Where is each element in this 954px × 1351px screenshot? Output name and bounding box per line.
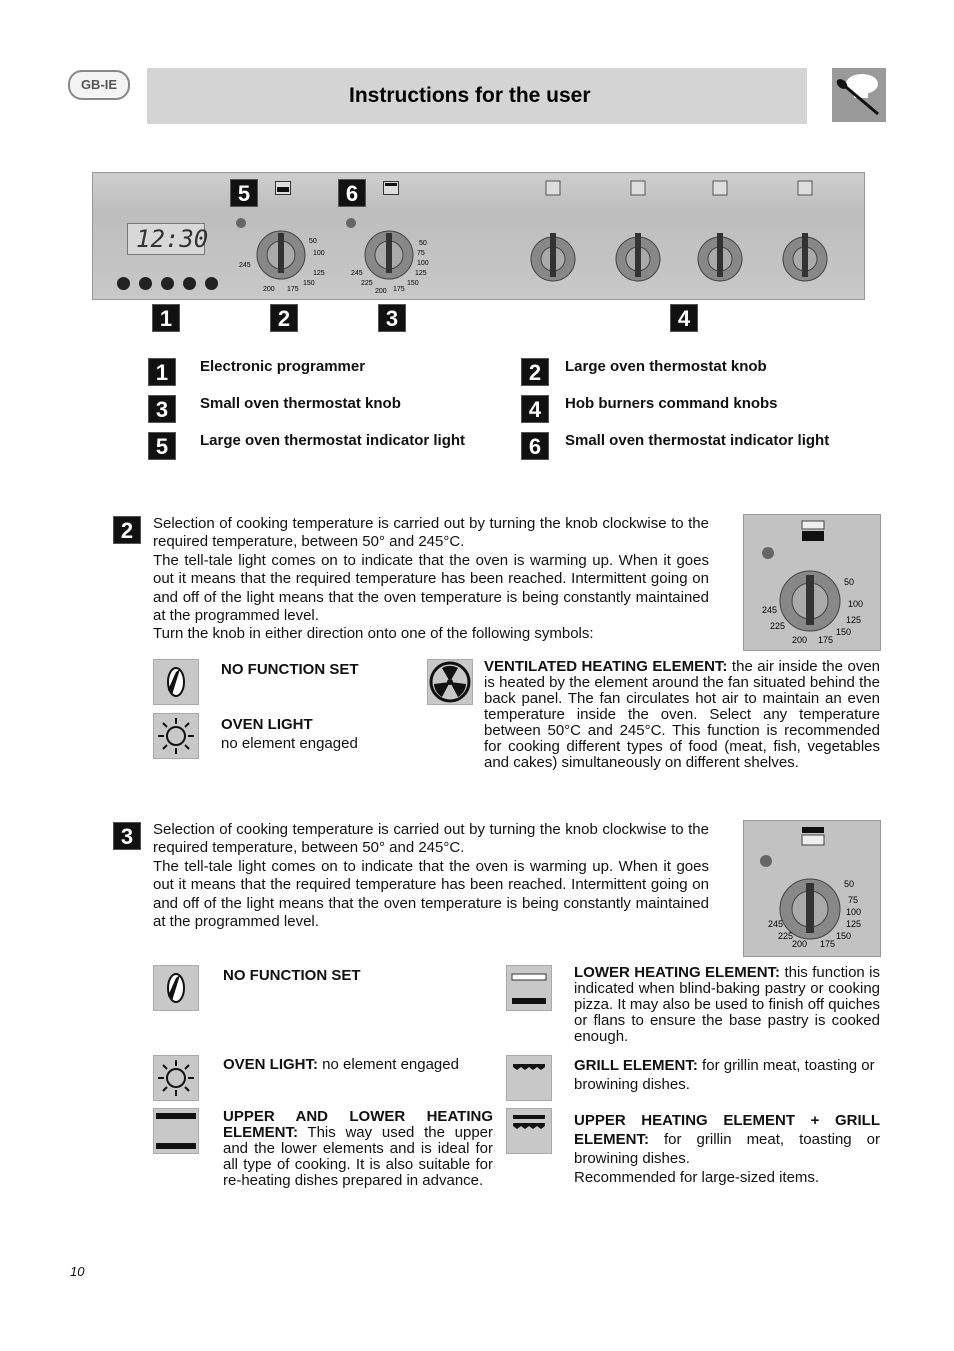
legend-item: Electronic programmer [200, 358, 366, 375]
svg-text:50: 50 [419, 240, 427, 247]
control-panel-illustration [92, 172, 865, 300]
svg-text:125: 125 [415, 270, 427, 277]
svg-text:175: 175 [393, 286, 405, 293]
section-3-text: Selection of cooking temperature is carried out by turning the knob clockwise to the required temperature, between 50° and 245°C. The tell-tale light comes on to indicate that the oven is warming up. When it goes out it means that the required temperature has been reached. Intermittent going on and off of the light means that the oven temperature is being constantly maintained at the programmed level. [153, 821, 709, 931]
hob-burner-knobs [513, 177, 863, 295]
chef-hat-icon [832, 68, 886, 122]
grill-description: GRILL ELEMENT: for grillin meat, toasting or browining dishes. [574, 1057, 875, 1093]
callout-5: 5 [230, 179, 258, 207]
svg-text:245: 245 [239, 262, 251, 269]
indicator-light-large [275, 181, 291, 195]
svg-text:100: 100 [313, 250, 325, 257]
no-function-label: NO FUNCTION SET [221, 661, 359, 678]
page-number: 10 [70, 1264, 85, 1279]
svg-text:50: 50 [309, 238, 317, 245]
oven-light-title: OVEN LIGHT [221, 716, 313, 733]
programmer-button[interactable] [205, 277, 218, 290]
legend-num: 5 [148, 432, 176, 460]
upper-heating-grill-icon [506, 1108, 552, 1154]
fan-icon [427, 659, 473, 705]
svg-text:100: 100 [846, 907, 862, 917]
programmer-button[interactable] [161, 277, 174, 290]
legend-item: Large oven thermostat knob [565, 358, 767, 375]
svg-text:200: 200 [263, 286, 275, 293]
small-oven-knob[interactable] [341, 211, 441, 296]
svg-text:225: 225 [778, 931, 794, 941]
legend-num: 1 [148, 358, 176, 386]
section-2-marker: 2 [113, 516, 141, 544]
oven-light-text: no element engaged [221, 735, 358, 752]
oven-light-icon [153, 1055, 199, 1101]
legend-num: 6 [521, 432, 549, 460]
svg-text:175: 175 [287, 286, 299, 293]
svg-text:50: 50 [844, 577, 855, 587]
indicator-light-small [383, 181, 399, 195]
oven-light-icon [153, 713, 199, 759]
svg-text:75: 75 [848, 895, 859, 905]
upper-heating-grill-description: UPPER HEATING ELEMENT + GRILL ELEMENT: for grillin meat, toasting or browining dishes. Recommended for large-sized items. [574, 1112, 880, 1186]
lower-heating-icon [506, 965, 552, 1011]
svg-text:100: 100 [417, 260, 429, 267]
programmer-buttons [117, 277, 227, 291]
no-function-icon [153, 965, 199, 1011]
programmer-button[interactable] [117, 277, 130, 290]
svg-text:100: 100 [848, 599, 864, 609]
callout-3: 3 [378, 304, 406, 332]
callout-2: 2 [270, 304, 298, 332]
svg-text:125: 125 [313, 270, 325, 277]
region-badge: GB-IE [68, 70, 130, 100]
no-function-label: NO FUNCTION SET [223, 967, 361, 984]
svg-text:125: 125 [846, 615, 862, 625]
svg-text:175: 175 [818, 635, 834, 645]
lower-heating-description: LOWER HEATING ELEMENT: this function is indicated when blind-baking pastry or cooking pizza. It may also be used to finish off quiches or flans to ensure the base pastry is cooked enough. [574, 964, 881, 1045]
legend-num: 4 [521, 395, 549, 423]
programmer-button[interactable] [183, 277, 196, 290]
large-oven-knob[interactable] [233, 211, 333, 296]
callout-1: 1 [152, 304, 180, 332]
svg-text:245: 245 [351, 270, 363, 277]
hob-burner-knob[interactable] [531, 181, 575, 281]
svg-text:50: 50 [844, 879, 855, 889]
grill-icon [506, 1055, 552, 1101]
oven-light-description: OVEN LIGHT: no element engaged [223, 1056, 459, 1073]
clock-readout: 12:30 [136, 225, 209, 253]
upper-lower-heating-icon [153, 1108, 199, 1154]
ventilated-heating-description: VENTILATED HEATING ELEMENT: the air inside the oven is heated by the element around the fan situated behind the back panel. The fan circulates hot air to maintain an even temperature inside the oven. Select any temperature between 50°C and 245°C. This function is recommended for cooking different types of food (meat, fish, vegetables and cakes) simultaneously on different shelves. [484, 658, 880, 771]
large-oven-knob-detail [743, 514, 881, 651]
svg-text:175: 175 [820, 939, 836, 949]
hob-burner-knob[interactable] [783, 181, 827, 281]
svg-text:125: 125 [846, 919, 862, 929]
page-header [147, 68, 807, 124]
svg-text:150: 150 [407, 280, 419, 287]
legend-item: Large oven thermostat indicator light [200, 432, 466, 449]
small-oven-knob-detail [743, 820, 881, 957]
callout-6: 6 [338, 179, 366, 207]
svg-text:150: 150 [836, 627, 852, 637]
svg-text:245: 245 [762, 605, 778, 615]
svg-text:75: 75 [417, 250, 425, 257]
svg-text:225: 225 [770, 621, 786, 631]
hob-burner-knob[interactable] [616, 181, 660, 281]
svg-text:225: 225 [361, 280, 373, 287]
oven-light-description [221, 715, 358, 753]
page-title: Instructions for the user [349, 84, 591, 107]
svg-text:150: 150 [303, 280, 315, 287]
svg-text:245: 245 [768, 919, 784, 929]
callout-4: 4 [670, 304, 698, 332]
section-3-marker: 3 [113, 822, 141, 850]
programmer-button[interactable] [139, 277, 152, 290]
svg-text:200: 200 [375, 288, 387, 295]
svg-text:200: 200 [792, 939, 808, 949]
no-function-icon [153, 659, 199, 705]
programmer-display [127, 223, 209, 255]
legend-item: Small oven thermostat indicator light [565, 432, 830, 449]
hob-burner-knob[interactable] [698, 181, 742, 281]
legend-item: Hob burners command knobs [565, 395, 778, 412]
legend-num: 3 [148, 395, 176, 423]
legend-num: 2 [521, 358, 549, 386]
upper-lower-heating-description: UPPER AND LOWER HEATING ELEMENT: This way used the upper and the lower elements and is ideal for all type of cooking. It is also suitable for re-heating dishes prepared in advance. [223, 1108, 493, 1189]
svg-text:150: 150 [836, 931, 852, 941]
svg-text:200: 200 [792, 635, 808, 645]
section-2-text: Selection of cooking temperature is carried out by turning the knob clockwise to the required temperature, between 50° and 245°C. The tell-tale light comes on to indicate that the oven is warming up. When it goes out it means that the required temperature has been reached. Intermittent going on and off of the light means that the oven temperature is being constantly maintained at the programmed level. Turn the knob in either direction onto one of the following symbols: [153, 515, 709, 643]
legend-item: Small oven thermostat knob [200, 395, 401, 412]
